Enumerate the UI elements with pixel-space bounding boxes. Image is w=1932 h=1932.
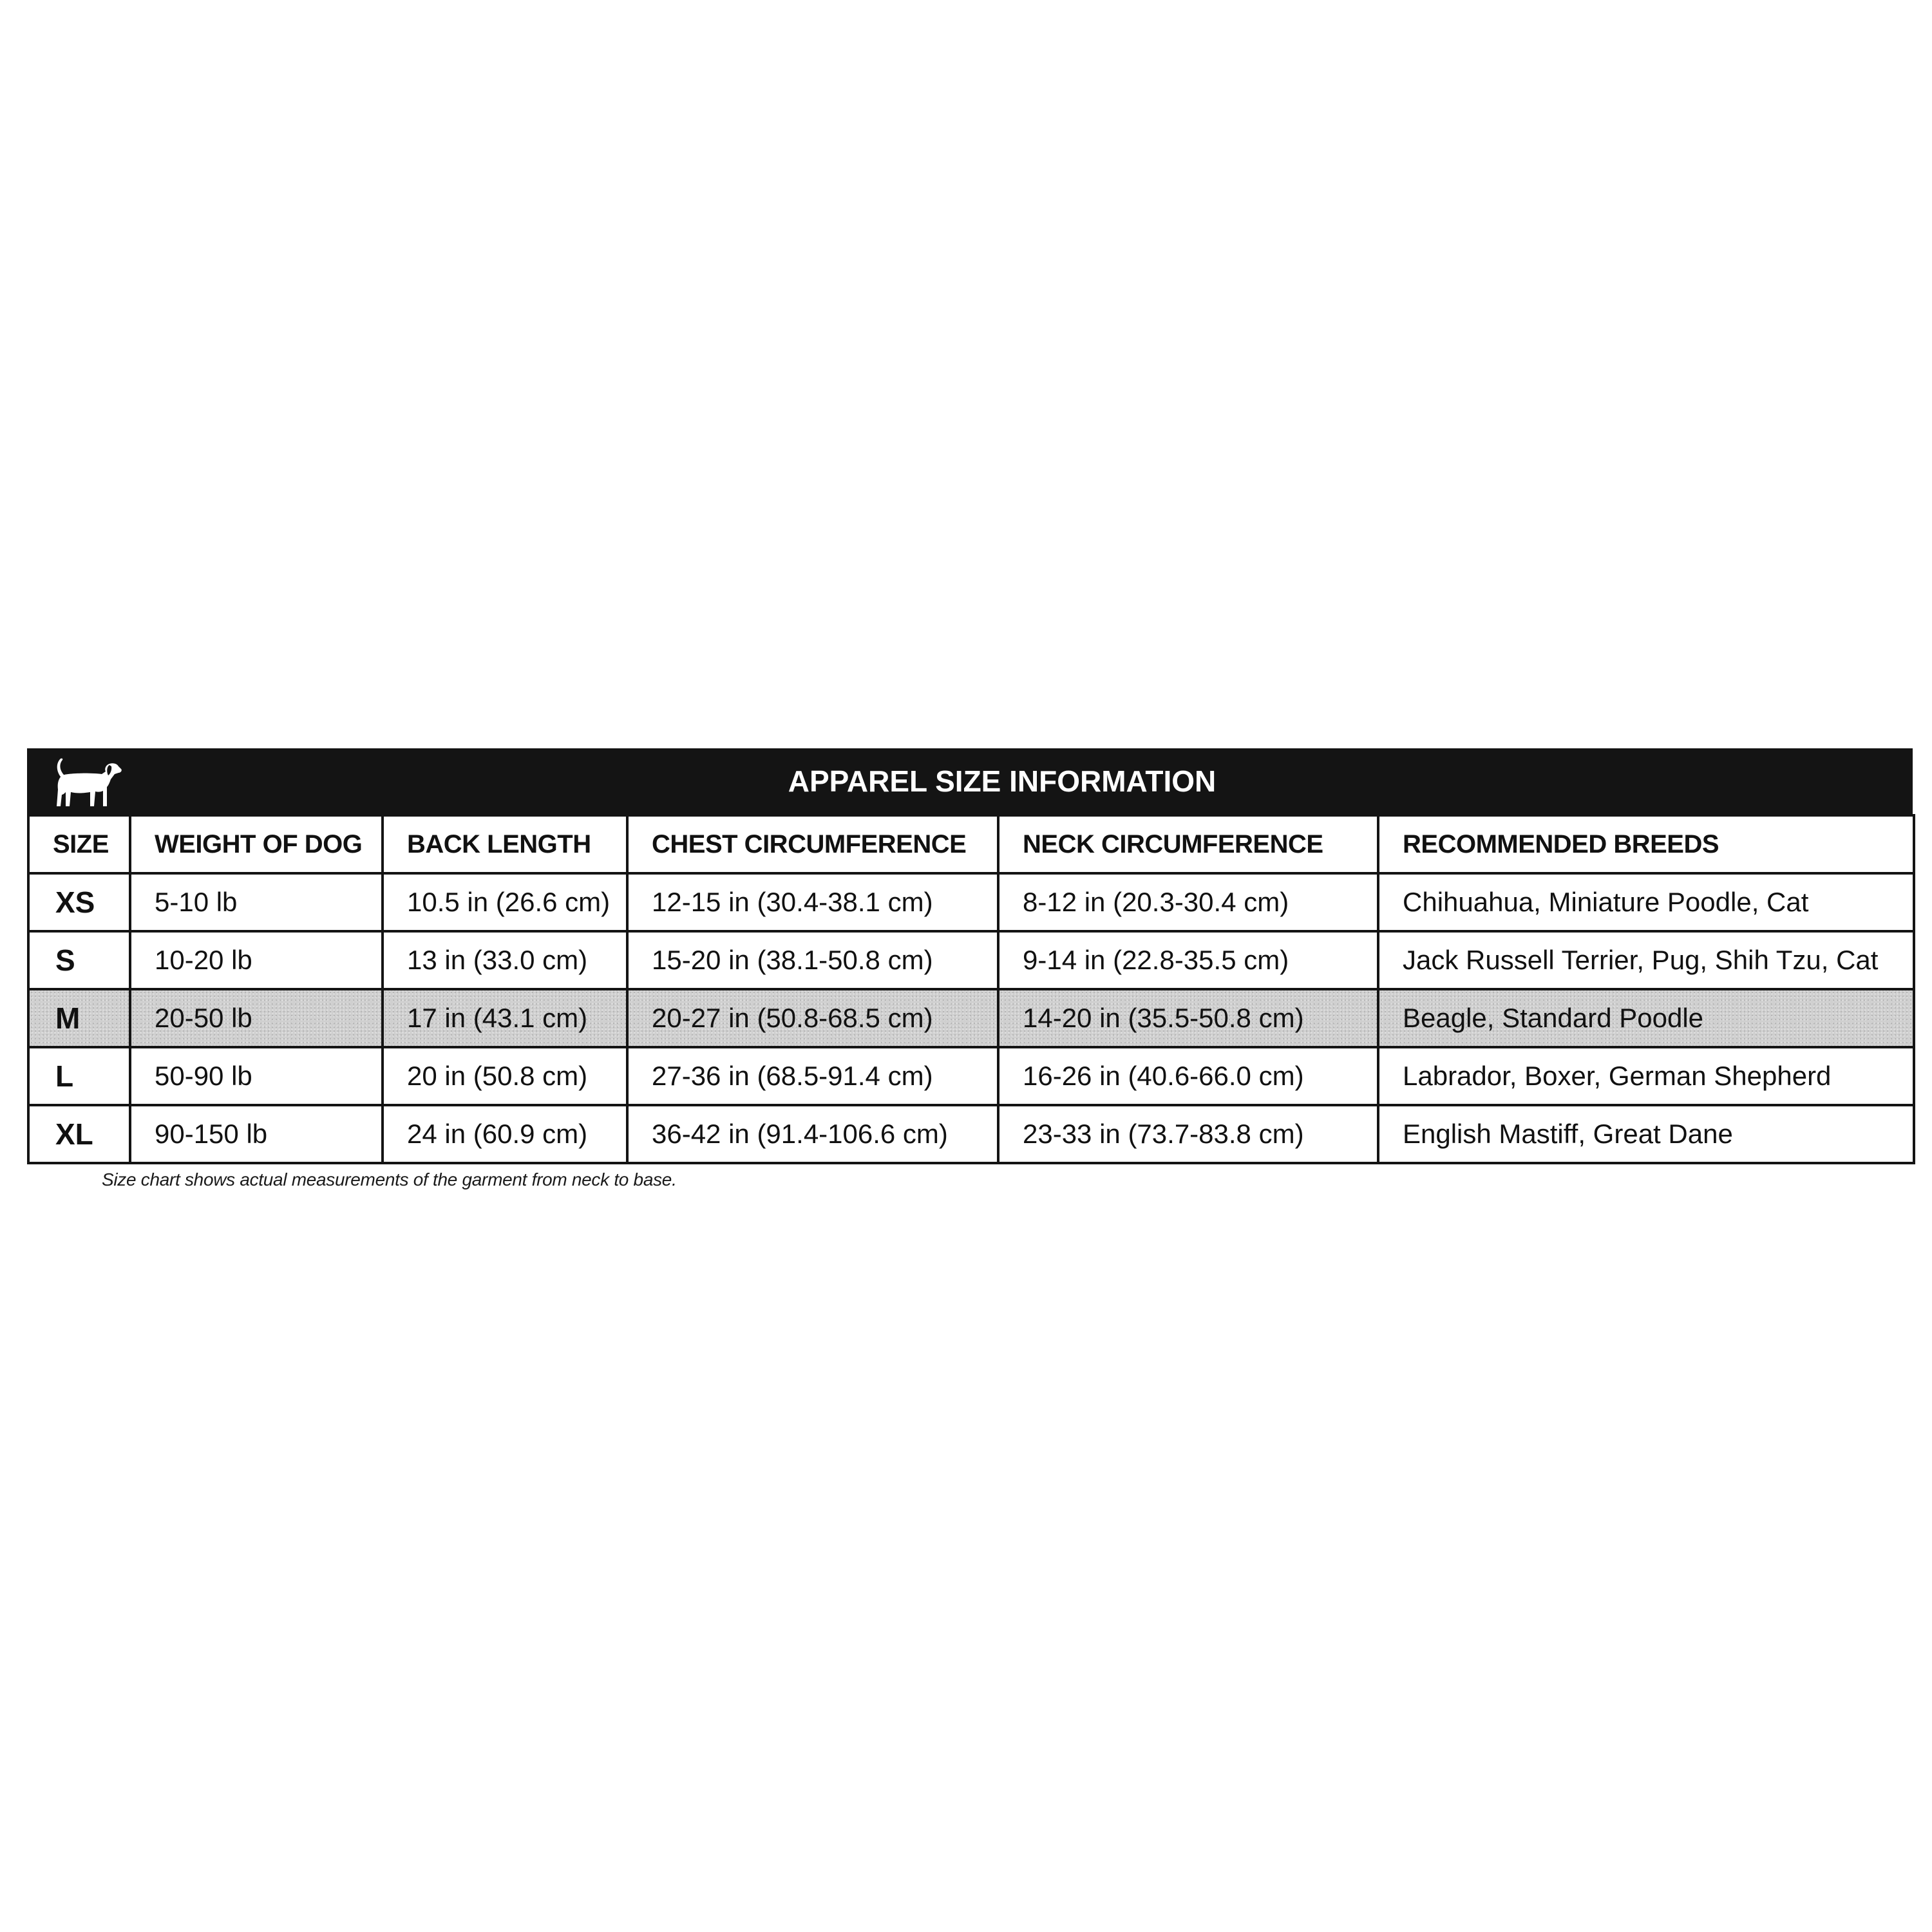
table-row-m-highlighted bbox=[28, 989, 1914, 1047]
chest-cell: 15-20 in (38.1-50.8 cm) bbox=[627, 931, 998, 989]
size-label: M bbox=[28, 989, 130, 1047]
header-neck: NECK CIRCUMFERENCE bbox=[998, 815, 1378, 873]
breeds-cell: Chihuahua, Miniature Poodle, Cat bbox=[1378, 873, 1914, 931]
size-label: L bbox=[28, 1047, 130, 1105]
neck-cell: 9-14 in (22.8-35.5 cm) bbox=[998, 931, 1378, 989]
table-row-xs bbox=[28, 873, 1914, 931]
size-chart bbox=[27, 748, 1913, 1164]
size-label: XL bbox=[28, 1105, 130, 1163]
breeds-cell: English Mastiff, Great Dane bbox=[1378, 1105, 1914, 1163]
table-row-s bbox=[28, 931, 1914, 989]
header-breeds: RECOMMENDED BREEDS bbox=[1378, 815, 1914, 873]
header-row bbox=[28, 815, 1914, 873]
size-table bbox=[27, 814, 1915, 1164]
back-length-cell: 10.5 in (26.6 cm) bbox=[383, 873, 627, 931]
weight-cell: 50-90 lb bbox=[130, 1047, 383, 1105]
neck-cell: 14-20 in (35.5-50.8 cm) bbox=[998, 989, 1378, 1047]
neck-cell: 23-33 in (73.7-83.8 cm) bbox=[998, 1105, 1378, 1163]
back-length-cell: 13 in (33.0 cm) bbox=[383, 931, 627, 989]
size-label: XS bbox=[28, 873, 130, 931]
size-label: S bbox=[28, 931, 130, 989]
chest-cell: 20-27 in (50.8-68.5 cm) bbox=[627, 989, 998, 1047]
back-length-cell: 17 in (43.1 cm) bbox=[383, 989, 627, 1047]
chart-title: APPAREL SIZE INFORMATION bbox=[788, 764, 1217, 798]
back-length-cell: 20 in (50.8 cm) bbox=[383, 1047, 627, 1105]
title-bar bbox=[27, 748, 1913, 814]
chest-cell: 27-36 in (68.5-91.4 cm) bbox=[627, 1047, 998, 1105]
chest-cell: 12-15 in (30.4-38.1 cm) bbox=[627, 873, 998, 931]
weight-cell: 20-50 lb bbox=[130, 989, 383, 1047]
neck-cell: 8-12 in (20.3-30.4 cm) bbox=[998, 873, 1378, 931]
header-chest: CHEST CIRCUMFERENCE bbox=[627, 815, 998, 873]
table-row-xl bbox=[28, 1105, 1914, 1163]
breeds-cell: Labrador, Boxer, German Shepherd bbox=[1378, 1047, 1914, 1105]
header-size: SIZE bbox=[28, 815, 130, 873]
weight-cell: 5-10 lb bbox=[130, 873, 383, 931]
back-length-cell: 24 in (60.9 cm) bbox=[383, 1105, 627, 1163]
neck-cell: 16-26 in (40.6-66.0 cm) bbox=[998, 1047, 1378, 1105]
chest-cell: 36-42 in (91.4-106.6 cm) bbox=[627, 1105, 998, 1163]
breeds-cell: Beagle, Standard Poodle bbox=[1378, 989, 1914, 1047]
footnote: Size chart shows actual measurements of the garment from neck to base. bbox=[102, 1170, 677, 1189]
table-row-l bbox=[28, 1047, 1914, 1105]
weight-cell: 90-150 lb bbox=[130, 1105, 383, 1163]
breeds-cell: Jack Russell Terrier, Pug, Shih Tzu, Cat bbox=[1378, 931, 1914, 989]
weight-cell: 10-20 lb bbox=[130, 931, 383, 989]
header-back-length: BACK LENGTH bbox=[383, 815, 627, 873]
header-weight: WEIGHT OF DOG bbox=[130, 815, 383, 873]
